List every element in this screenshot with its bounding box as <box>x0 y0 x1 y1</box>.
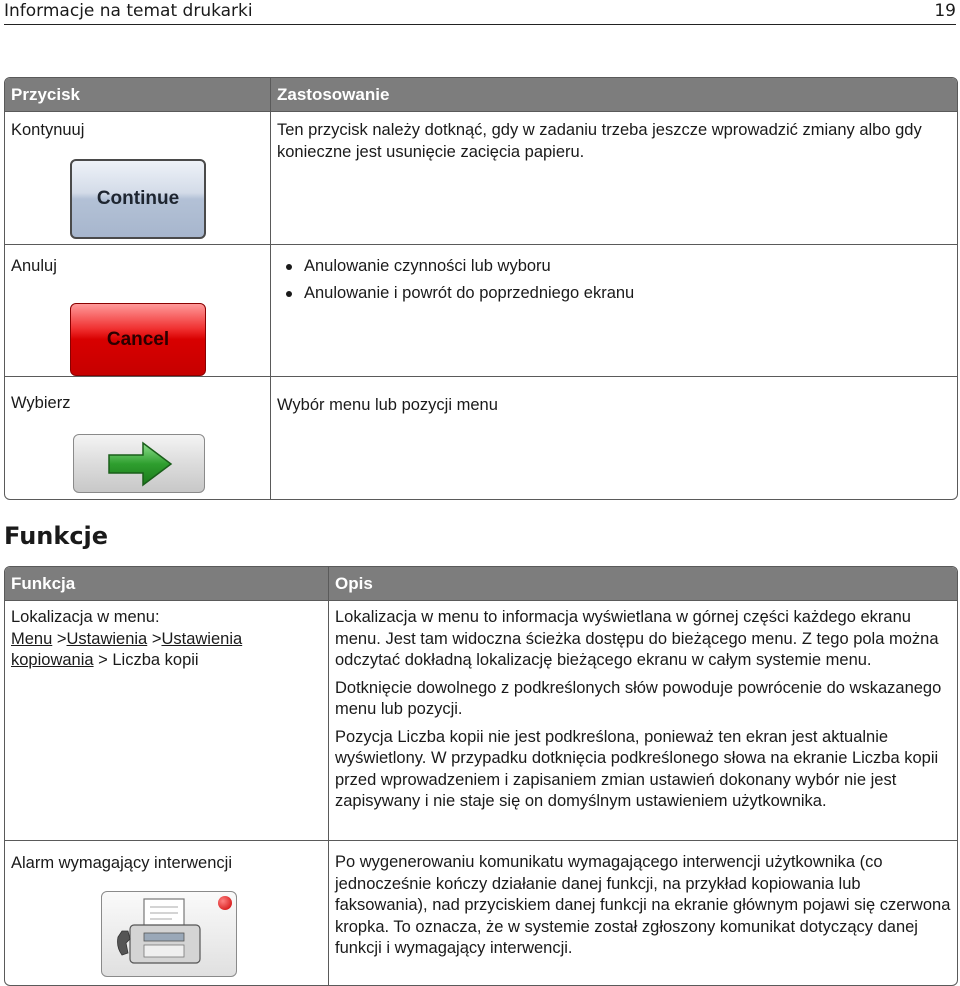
table-row <box>5 244 957 376</box>
paragraph: Dotknięcie dowolnego z podkreślonych słów powoduje powrócenie do wskazanego menu lub pozycji. <box>335 678 942 718</box>
bullet-icon <box>286 291 292 297</box>
breadcrumb: Menu >Ustawienia >Ustawienia kopiowania > Liczba kopii <box>11 629 243 669</box>
list-item: Anulowanie czynności lub wyboru <box>277 253 957 280</box>
select-button-image <box>73 434 205 493</box>
alert-dot-icon <box>218 896 232 910</box>
cancel-bullet-list <box>277 253 957 307</box>
table-row <box>5 376 957 499</box>
row-description-alert: Po wygenerowaniu komunikatu wymagającego interwencji użytkownika (co jednocześnie kończy działanie danej funkcji, na przykład kopiowania lub faksowania), nad przyciskiem danej funkcji na ekranie głównym pojawi się czerwona kropka. To oznacza, że w systemie został zgłoszony komunikat dotyczący danej funkcji i wymagający interwencji. <box>335 853 951 957</box>
section-title: Funkcje <box>4 522 109 550</box>
column-header-function: Funkcja <box>5 567 328 600</box>
continue-button-image: Continue <box>70 159 206 239</box>
row-description-select: Wybór menu lub pozycji menu <box>277 395 498 414</box>
row-label-cancel: Anuluj <box>11 257 57 275</box>
table-row <box>5 600 957 840</box>
cancel-button-image: Cancel <box>70 303 206 376</box>
row-description-continue: Ten przycisk należy dotknąć, gdy w zadaniu trzeba jeszcze wprowadzić zmiany albo gdy konieczne jest usunięcie zacięcia papieru. <box>277 121 922 161</box>
fax-alert-icon <box>114 897 214 971</box>
page-header-title: Informacje na temat drukarki <box>4 1 253 21</box>
table-header-row <box>5 78 957 111</box>
features-table <box>4 566 958 986</box>
green-arrow-icon <box>107 441 173 487</box>
fax-button-image <box>101 891 237 977</box>
buttons-table <box>4 77 958 500</box>
paragraph: Lokalizacja w menu to informacja wyświetlana w górnej części każdego ekranu menu. Jest tam widoczna ścieżka dostępu do bieżącego menu. Z tego pola można odczytać dokładną lokalizację bieżącego ekranu w całym systemie menu. <box>335 608 939 669</box>
table-row <box>5 840 957 985</box>
table-header-row <box>5 567 957 600</box>
breadcrumb-link-menu[interactable]: Menu <box>11 629 53 648</box>
list-item: Anulowanie i powrót do poprzedniego ekranu <box>277 280 957 307</box>
row-label-alert: Alarm wymagający interwencji <box>11 854 232 872</box>
page-header <box>4 0 956 25</box>
breadcrumb-current: Liczba kopii <box>112 651 199 669</box>
column-header-button: Przycisk <box>5 78 270 111</box>
paragraph: Pozycja Liczba kopii nie jest podkreślona, ponieważ ten ekran jest aktualnie wyświetlony. W przypadku dotknięcia podkreślonego słowa na ekranie Liczba kopii przed wprowadzeniem i zapisaniem zmian ustawień dokonany wybór nie jest zapisywany i nie staje się on domyślnym ustawieniem użytkownika. <box>335 727 939 810</box>
row-label-select: Wybierz <box>11 393 71 412</box>
page-number: 19 <box>934 1 956 21</box>
menu-location-label: Lokalizacja w menu: <box>11 608 160 626</box>
breadcrumb-link-copy-settings[interactable]: Ustawienia kopiowania <box>11 629 243 669</box>
row-label-continue: Kontynuuj <box>11 121 85 139</box>
column-header-description: Opis <box>328 567 957 600</box>
bullet-icon <box>286 264 292 270</box>
column-header-usage: Zastosowanie <box>270 78 957 111</box>
table-row <box>5 111 957 244</box>
breadcrumb-link-settings[interactable]: Ustawienia <box>66 629 148 648</box>
